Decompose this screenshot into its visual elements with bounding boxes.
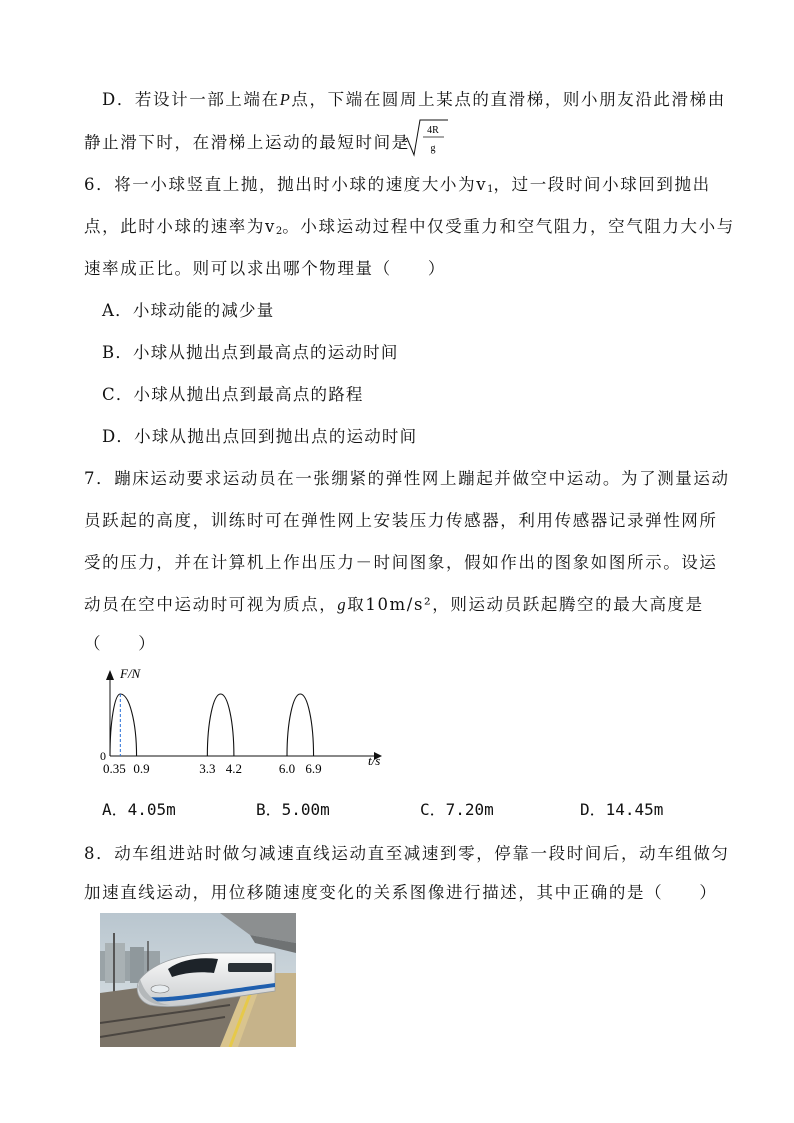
q6-line1-a: 6．将一小球竖直上抛，抛出时小球的速度大小为v <box>84 175 488 194</box>
x-tick-label: 6.9 <box>305 761 322 776</box>
x-axis-label: t/s <box>368 753 381 768</box>
q5-optD-pre: D．若设计一部上端在 <box>102 90 280 109</box>
x-tick-label: 0.9 <box>133 761 150 776</box>
q6-line2-a: 点，此时小球的速率为v <box>84 217 276 236</box>
force-pulse-1 <box>110 694 137 756</box>
force-time-graph <box>96 662 396 782</box>
q7-choice-a: A．4.05m <box>102 800 176 819</box>
train-photo <box>100 913 296 1047</box>
y-axis-label: F/N <box>120 666 141 681</box>
force-pulses <box>110 694 314 756</box>
q6-v1-subscript: 1 <box>487 184 494 195</box>
force-time-svg <box>96 662 396 778</box>
force-pulse-2 <box>207 694 234 756</box>
sqrt-expression <box>400 118 450 162</box>
q6-line1-b: ，过一段时间小球回到抛出 <box>493 175 711 194</box>
x-tick-label: 0.35 <box>102 761 126 776</box>
q7-choice-b: B．5.00m <box>256 800 330 819</box>
q6-line2 <box>84 213 735 237</box>
q6-option-c: C．小球从抛出点到最高点的路程 <box>102 385 364 404</box>
x-tick-label: 6.0 <box>278 761 296 776</box>
point-p-label: P <box>279 90 292 109</box>
q6-v2-subscript: 2 <box>275 226 283 237</box>
q5-option-d-line2: 静止滑下时，在滑梯上运动的最短时间是 <box>84 133 410 152</box>
q6-line3: 速率成正比。则可以求出哪个物理量（ ） <box>84 259 446 278</box>
sqrt-symbol <box>400 118 450 158</box>
q7-line1: 7．蹦床运动要求运动员在一张绷紧的弹性网上蹦起并做空中运动。为了测量运动 <box>84 469 730 488</box>
q7-line4-a: 动员在空中运动时可视为质点， <box>84 595 338 614</box>
origin-label: 0 <box>100 749 106 763</box>
q6-option-a: A．小球动能的减少量 <box>102 301 275 320</box>
x-tick-label: 3.3 <box>199 761 216 776</box>
q7-line4-b: 取10m/s²，则运动员跃起腾空的最大高度是 <box>347 595 704 614</box>
q6-option-b: B．小球从抛出点到最高点的运动时间 <box>102 343 399 362</box>
q6-line1 <box>84 171 711 195</box>
sqrt-denominator: g <box>430 143 436 154</box>
y-axis-arrow <box>106 670 114 680</box>
q7-choice-d: D．14.45m <box>580 800 664 819</box>
q7-line5: （ ） <box>84 634 157 653</box>
q8-line1: 8．动车组进站时做匀减速直线运动直至减速到零，停靠一段时间后，动车组做匀 <box>84 844 730 863</box>
x-tick-label: 4.2 <box>225 761 243 776</box>
q7-line4 <box>84 591 704 615</box>
x-tick-labels <box>103 761 322 776</box>
train-illustration <box>100 913 296 1047</box>
q5-option-d-line1 <box>102 86 726 110</box>
q6-line2-b: 。小球运动过程中仅受重力和空气阻力，空气阻力大小与 <box>282 217 735 236</box>
force-pulse-3 <box>287 694 314 756</box>
g-symbol: g <box>337 595 348 614</box>
q8-line2: 加速直线运动，用位移随速度变化的关系图像进行描述，其中正确的是（ ） <box>84 883 718 902</box>
q7-line2: 员跃起的高度，训练时可在弹性网上安装压力传感器，利用传感器记录弹性网所 <box>84 511 718 530</box>
q5-optD-mid: 点，下端在圆周上某点的直滑梯，则小朋友沿此滑梯由 <box>291 90 726 109</box>
sqrt-numerator: 4R <box>427 125 439 136</box>
q7-line3: 受的压力，并在计算机上作出压力－时间图象，假如作出的图象如图所示。设运 <box>84 553 718 572</box>
q6-option-d: D．小球从抛出点回到抛出点的运动时间 <box>102 427 418 446</box>
q7-choice-c: C．7.20m <box>420 800 494 819</box>
